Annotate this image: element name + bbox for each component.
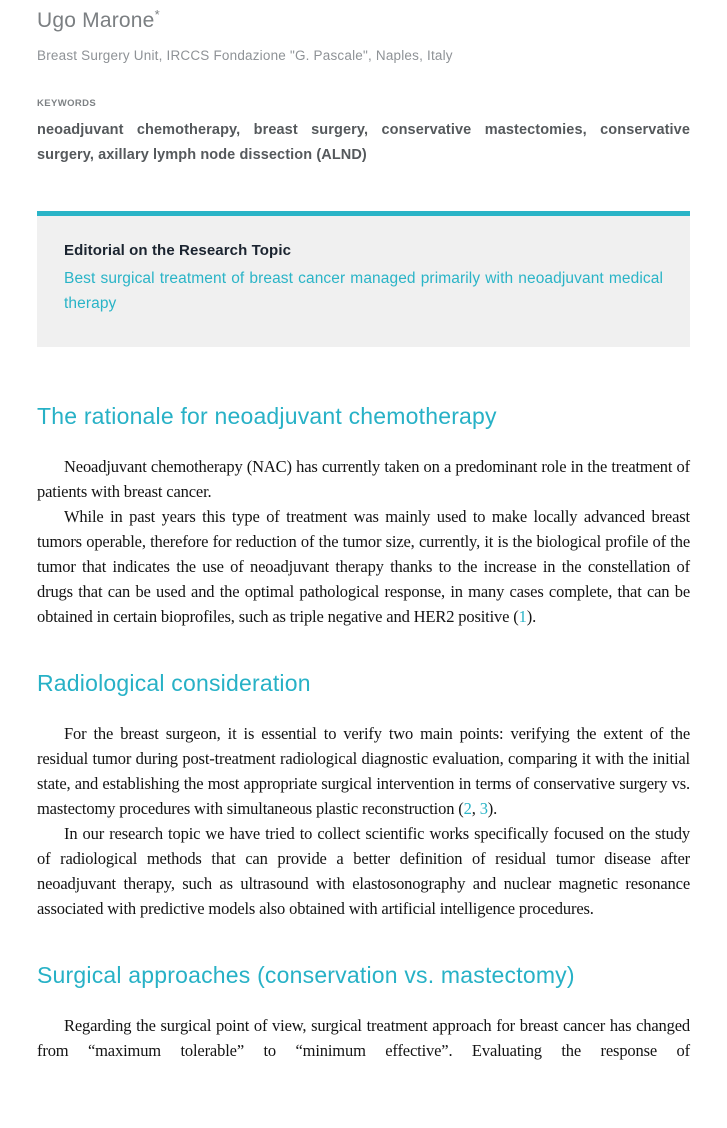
editorial-topic-box <box>37 211 690 347</box>
paragraph: While in past years this type of treatment was mainly used to make locally advanced breast tumors operable, therefore for reduction of the tumor size, currently, it is the biological profile of the tumor that indicates the use of neoadjuvant therapy thanks to the increase in the constellation of drugs that can be used and the optimal pathological response, in many cases complete, that can be obtained in certain bioprofiles, such as triple negative and HER2 positive (1). <box>37 507 690 626</box>
reference-link[interactable]: 3 <box>479 799 488 818</box>
paragraph: For the breast surgeon, it is essential to verify two main points: verifying the extent of the residual tumor during post-treatment radiological diagnostic evaluation, comparing it with the initial state, and establishing the most appropriate surgical intervention in terms of conservative surgery vs. mastectomy procedures with simultaneous plastic reconstruction (2, 3). <box>37 724 690 818</box>
keywords-label: KEYWORDS <box>37 98 97 109</box>
reference-link[interactable]: 2 <box>463 799 472 818</box>
paragraph: Regarding the surgical point of view, surgical treatment approach for breast cancer has changed from “maximum tolerable” to “minimum effective”. Evaluating the response of <box>37 1016 690 1060</box>
keywords-text: neoadjuvant chemotherapy, breast surgery, conservative mastectomies, conservative surgery, axillary lymph node dissection (ALND) <box>37 122 690 163</box>
author-name-text: Ugo Marone <box>37 9 155 32</box>
section-heading-rationale: The rationale for neoadjuvant chemotherapy <box>37 403 497 429</box>
author-affiliation: Breast Surgery Unit, IRCCS Fondazione "G. Pascale", Naples, Italy <box>37 48 453 63</box>
author-name <box>37 8 690 34</box>
research-topic-link[interactable]: Best surgical treatment of breast cancer managed primarily with neoadjuvant medical therapy <box>64 270 663 312</box>
paragraph: Neoadjuvant chemotherapy (NAC) has currently taken on a predominant role in the treatment of patients with breast cancer. <box>37 457 690 501</box>
editorial-topic-label: Editorial on the Research Topic <box>64 242 292 259</box>
paragraph: In our research topic we have tried to collect scientific works specifically focused on the study of radiological methods that can provide a better definition of residual tumor disease after neoadjuvant therapy, such as ultrasound with elastosonography and nuclear magnetic resonance associated with predictive models also obtained with artificial intelligence procedures. <box>37 824 690 918</box>
section-surgical <box>37 961 690 1063</box>
corresponding-author-asterisk[interactable]: * <box>154 7 160 22</box>
section-radiological <box>37 669 690 921</box>
section-rationale <box>37 402 690 629</box>
section-heading-surgical: Surgical approaches (conservation vs. mastectomy) <box>37 962 575 988</box>
section-heading-radiological: Radiological consideration <box>37 670 311 696</box>
reference-link[interactable]: 1 <box>518 607 527 626</box>
